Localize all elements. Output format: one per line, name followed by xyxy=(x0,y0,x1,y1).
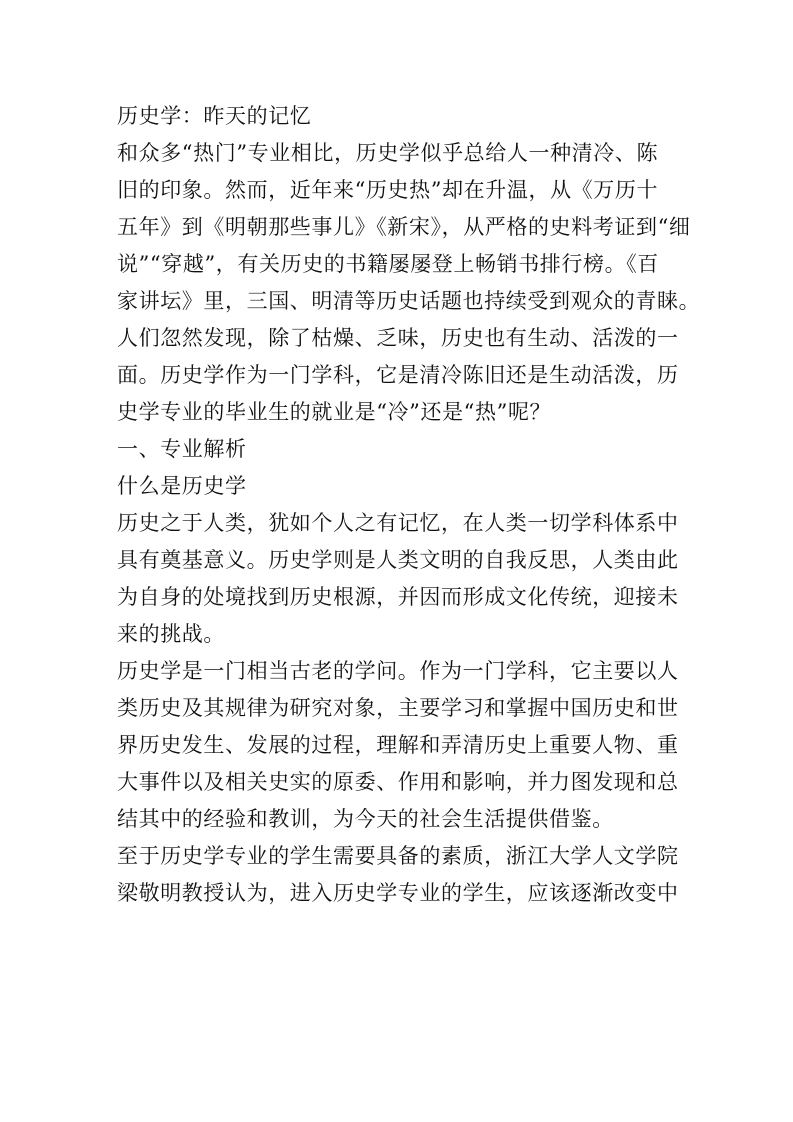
paragraph-line: 具有奠基意义。历史学则是人类文明的自我反思，人类由此 xyxy=(117,548,679,572)
paragraph-line: 为自身的处境找到历史根源，并因而形成文化传统，迎接未 xyxy=(117,585,679,609)
paragraph-line: 史学专业的毕业生的就业是“冷”还是“热”呢？ xyxy=(117,400,552,424)
document-title: 历史学：昨天的记忆 xyxy=(117,104,312,128)
subsection-heading: 什么是历史学 xyxy=(117,474,247,498)
paragraph-line: 历史学是一门相当古老的学问。作为一门学科，它主要以人 xyxy=(117,659,679,683)
paragraph-line: 界历史发生、发展的过程，理解和弄清历史上重要人物、重 xyxy=(117,733,679,757)
paragraph-line: 结其中的经验和教训，为今天的社会生活提供借鉴。 xyxy=(117,807,614,831)
paragraph-line: 大事件以及相关史实的原委、作用和影响，并力图发现和总 xyxy=(117,770,679,794)
paragraph-line: 来的挑战。 xyxy=(117,622,225,646)
section-heading: 一、专业解析 xyxy=(117,437,247,461)
paragraph-line: 梁敬明教授认为，进入历史学专业的学生，应该逐渐改变中 xyxy=(117,881,679,905)
paragraph-line: 和众多“热门”专业相比，历史学似乎总给人一种清冷、陈 xyxy=(117,141,659,165)
paragraph-line: 至于历史学专业的学生需要具备的素质，浙江大学人文学院 xyxy=(117,844,679,868)
paragraph-line: 家讲坛》里，三国、明清等历史话题也持续受到观众的青睐。 xyxy=(117,289,701,313)
paragraph-line: 旧的印象。然而，近年来“历史热”却在升温，从《万历十 xyxy=(117,178,659,202)
paragraph-line: 五年》到《明朝那些事儿》《新宋》，从严格的史料考证到“细 xyxy=(117,215,691,239)
paragraph-line: 人们忽然发现，除了枯燥、乏味，历史也有生动、活泼的一 xyxy=(117,326,679,350)
paragraph-line: 说”“穿越”，有关历史的书籍屡屡登上畅销书排行榜。《百 xyxy=(117,252,659,276)
paragraph-line: 类历史及其规律为研究对象，主要学习和掌握中国历史和世 xyxy=(117,696,679,720)
document-body xyxy=(117,98,701,912)
paragraph-line: 面。历史学作为一门学科，它是清冷陈旧还是生动活泼，历 xyxy=(117,363,679,387)
paragraph-line: 历史之于人类，犹如个人之有记忆，在人类一切学科体系中 xyxy=(117,511,679,535)
